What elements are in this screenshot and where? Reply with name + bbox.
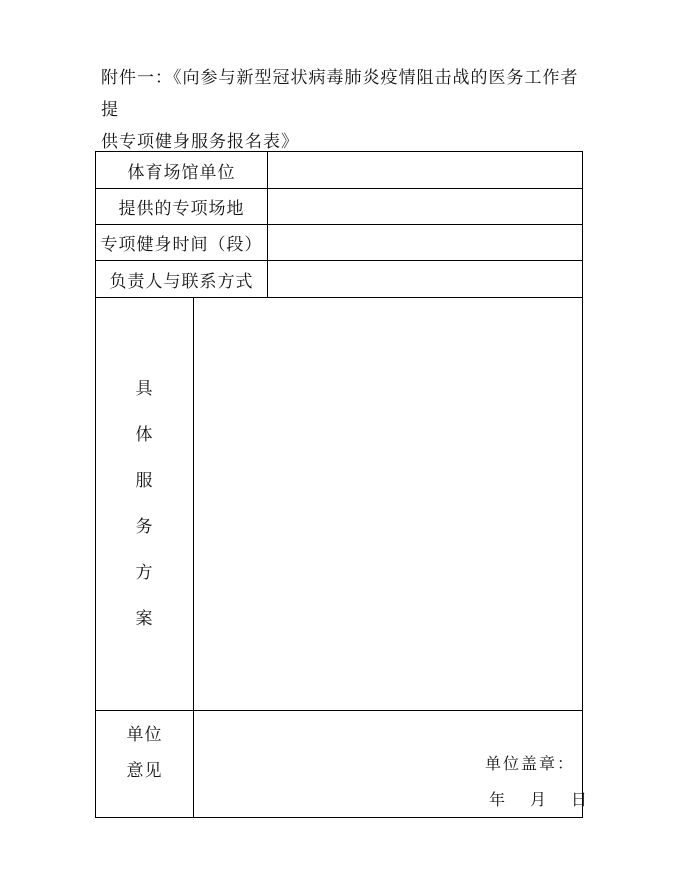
field-fitness-time[interactable] (268, 225, 582, 260)
field-venue-unit[interactable] (268, 152, 582, 188)
date-month-label: 月 (530, 790, 547, 809)
unit-stamp-label: 单位盖章： (485, 754, 576, 773)
opinion-label-line-2: 意见 (126, 761, 163, 781)
label-contact-person: 负责人与联系方式 (96, 261, 268, 297)
row-contact-person (96, 261, 582, 298)
row-special-venue (96, 189, 582, 225)
row-unit-opinion (96, 711, 588, 817)
plan-char: 具 (135, 379, 154, 399)
label-unit-opinion (96, 711, 194, 817)
date-line (489, 787, 601, 810)
label-fitness-time: 专项健身时间（段） (96, 225, 268, 260)
label-special-venue: 提供的专项场地 (96, 189, 268, 224)
label-venue-unit: 体育场馆单位 (96, 152, 268, 188)
plan-char: 方 (135, 563, 154, 583)
row-fitness-time (96, 225, 582, 261)
field-contact-person[interactable] (268, 261, 582, 297)
field-unit-opinion[interactable] (194, 711, 588, 817)
opinion-label-line-1: 单位 (126, 725, 163, 745)
row-service-plan (96, 298, 582, 711)
plan-char: 服 (135, 471, 154, 491)
title-line-1: 附件一：《向参与新型冠状病毒肺炎疫情阻击战的医务工作者提 (101, 68, 579, 120)
page-title (101, 62, 591, 158)
row-venue-unit (96, 152, 582, 189)
field-service-plan[interactable] (194, 298, 582, 710)
date-year-label: 年 (489, 790, 506, 809)
plan-char: 体 (135, 425, 154, 445)
registration-form-table (95, 151, 588, 818)
field-special-venue[interactable] (268, 189, 582, 224)
date-day-label: 日 (571, 790, 588, 809)
plan-char: 案 (135, 609, 154, 629)
label-service-plan (96, 298, 194, 710)
plan-char: 务 (135, 517, 154, 537)
title-line-2: 供专项健身服务报名表》 (101, 132, 299, 152)
